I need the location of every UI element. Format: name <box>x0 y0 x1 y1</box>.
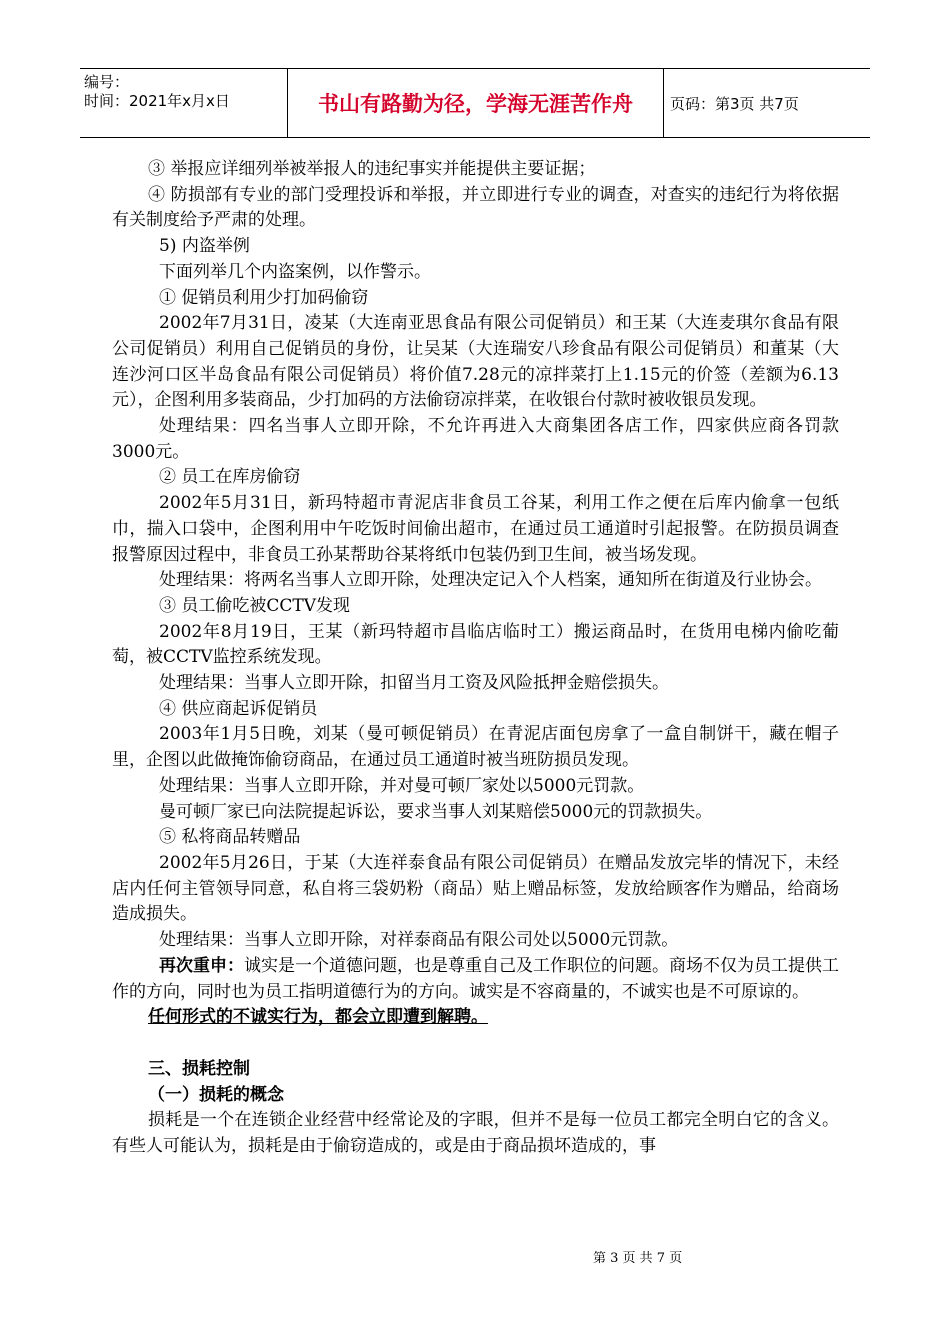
paragraph: 2003年1月5日晚，刘某（曼可顿促销员）在青泥店面包房拿了一盒自制饼干，藏在帽子里，企图以此做掩饰偷窃商品，在通过员工通道时被当班防损员发现。 <box>112 724 839 771</box>
paragraph: 处理结果：当事人立即开除，扣留当月工资及风险抵押金赔偿损失。 <box>159 673 669 694</box>
emphasis-label: 再次重申： <box>159 955 244 976</box>
paragraph: 下面列举几个内盗案例，以作警示。 <box>159 261 431 282</box>
document-body <box>112 157 839 1160</box>
paragraph <box>112 954 839 1005</box>
header-motto: 书山有路勤为径，学海无涯苦作舟 <box>288 69 664 137</box>
case-title: ② 员工在库房偷窃 <box>159 467 301 488</box>
paragraph: 处理结果：四名当事人立即开除，不允许再进入大商集团各店工作，四家供应商各罚款3000元。 <box>112 416 839 462</box>
emphasis-text: 诚实是一个道德问题，也是尊重自己及工作职位的问题。商场不仅为员工提供工作的方向，同时也为员工指明道德行为的方向。诚实是不容商量的，不诚实也是不可原谅的。 <box>112 955 839 1002</box>
header-meta <box>80 69 288 137</box>
paragraph: 处理结果：将两名当事人立即开除，处理决定记入个人档案，通知所在街道及行业协会。 <box>159 570 822 591</box>
paragraph: 2002年5月26日，于某（大连祥泰食品有限公司促销员）在赠品发放完毕的情况下，未经店内任何主管领导同意，私自将三袋奶粉（商品）贴上赠品标签，发放给顾客作为赠品，给商场造成损失。 <box>112 852 839 925</box>
paragraph: 2002年8月19日，王某（新玛特超市昌临店临时工）搬运商品时，在货用电梯内偷吃葡萄，被CCTV监控系统发现。 <box>112 621 839 668</box>
case-title: ⑤ 私将商品转赠品 <box>159 827 301 848</box>
case-title: ④ 供应商起诉促销员 <box>159 698 318 719</box>
footer-page-number: 第 3 页 共 7 页 <box>593 1251 683 1266</box>
paragraph: ④ 防损部有专业的部门受理投诉和举报，并立即进行专业的调查，对查实的违纪行为将依据有关制度给予严肃的处理。 <box>112 184 839 231</box>
paragraph: 损耗是一个在连锁企业经营中经常论及的字眼，但并不是每一位员工都完全明白它的含义。有些人可能认为，损耗是由于偷窃造成的，或是由于商品损坏造成的，事 <box>112 1110 839 1157</box>
paragraph: 2002年7月31日，凌某（大连南亚思食品有限公司促销员）和王某（大连麦琪尔食品有限公司促销员）利用自己促销员的身份，让吴某（大连瑞安八珍食品有限公司促销员）和董某（大连沙河口区半岛食品有限公司促销员）将价值7.28元的凉拌菜打上1.15元的价签（差额为6.13元），企图利用多装商品，少打加码的方法偷窃凉拌菜，在收银台付款时被收银员发现。 <box>112 313 839 411</box>
paragraph: 处理结果：当事人立即开除，并对曼可顿厂家处以5000元罚款。 <box>159 775 645 796</box>
warning-line: 任何形式的不诚实行为，都会立即遭到解聘。 <box>148 1007 488 1028</box>
page-header <box>80 68 870 138</box>
paragraph: ③ 举报应详细列举被举报人的违纪事实并能提供主要证据； <box>148 159 596 179</box>
paragraph: 曼可顿厂家已向法院提起诉讼，要求当事人刘某赔偿5000元的罚款损失。 <box>159 801 713 822</box>
chapter-heading: 三、损耗控制 <box>148 1058 250 1079</box>
case-title: ① 促销员利用少打加码偷窃 <box>159 287 369 308</box>
paragraph: 2002年5月31日，新玛特超市青泥店非食员工谷某，利用工作之便在后库内偷拿一包纸巾，揣入口袋中，企图利用中午吃饭时间偷出超市，在通过员工通道时引起报警。在防损员调查报警原因过程中，非食员工孙某帮助谷某将纸巾包装仍到卫生间，被当场发现。 <box>112 493 839 565</box>
doc-number-label: 编号： <box>84 73 130 91</box>
case-title: ③ 员工偷吃被CCTV发现 <box>159 595 351 616</box>
header-page-label: 页码：第3页 共7页 <box>670 94 799 113</box>
paragraph: 处理结果：当事人立即开除，对祥泰商品有限公司处以5000元罚款。 <box>159 930 679 951</box>
section-heading: 5) 内盗举例 <box>159 236 250 257</box>
subsection-heading: （一）损耗的概念 <box>148 1084 284 1105</box>
doc-time-label: 时间：2021年x月x日 <box>84 92 230 110</box>
